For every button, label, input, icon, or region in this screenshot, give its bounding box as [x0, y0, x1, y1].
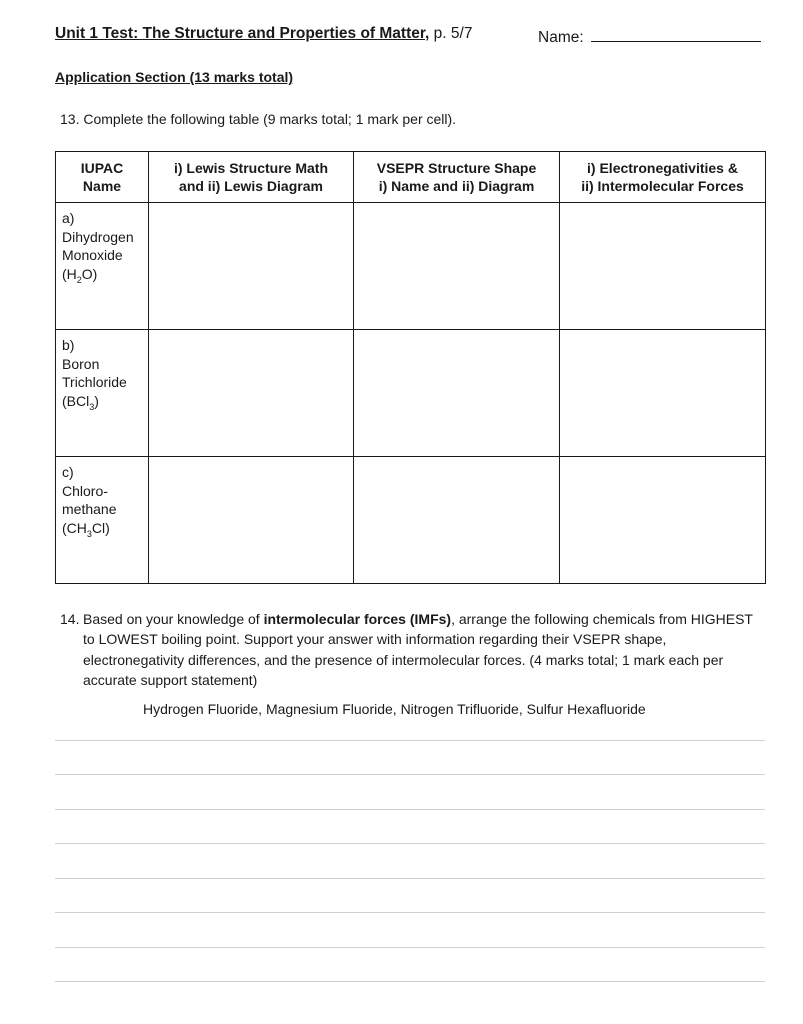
header-line: and ii) Lewis Diagram — [179, 178, 323, 194]
section-heading: Application Section (13 marks total) — [55, 69, 294, 85]
formula-part: O) — [81, 265, 98, 282]
chemical-list: Hydrogen Fluoride, Magnesium Fluoride, Nitrogen Trifluoride, Sulfur Hexafluoride — [143, 701, 646, 717]
header-line: IUPAC — [80, 160, 124, 176]
answer-cell-electronegativity[interactable] — [560, 330, 766, 457]
table-row — [56, 330, 766, 457]
row-name-cell — [56, 330, 149, 457]
question-14-text-part: , arrange the following chemicals from HIGHEST to LOWEST boiling point. Support your answer with information regarding their VSEPR shape, electronegativity differences, and the presence of intermolecular forces. (4 marks total; 1 mark each per accurate support statement) — [83, 611, 753, 688]
answer-cell-electronegativity[interactable] — [560, 203, 766, 330]
row-label: c) — [62, 464, 74, 480]
compound-name-line: Dihydrogen — [62, 228, 134, 245]
question-14-number: 14. — [60, 611, 80, 627]
row-name-cell — [56, 457, 149, 584]
row-label: b) — [62, 337, 75, 353]
formula-part: ) — [94, 392, 99, 409]
formula-subscript: 3 — [89, 401, 95, 412]
name-blank-line[interactable] — [591, 25, 761, 42]
compound-formula — [62, 392, 148, 416]
header-title-wrap — [55, 25, 472, 43]
answer-cell-lewis[interactable] — [149, 330, 354, 457]
header-lewis-structure — [149, 152, 354, 203]
answer-line[interactable] — [55, 912, 765, 913]
answer-cell-vsepr[interactable] — [354, 203, 560, 330]
compound-formula — [62, 265, 148, 289]
answer-line[interactable] — [55, 947, 765, 948]
header-line: ii) Intermolecular Forces — [581, 178, 744, 194]
answer-line[interactable] — [55, 878, 765, 879]
row-name-cell — [56, 203, 149, 330]
answer-cell-vsepr[interactable] — [354, 330, 560, 457]
table-header-row — [56, 152, 766, 203]
compound-formula — [62, 519, 148, 543]
answer-cell-lewis[interactable] — [149, 203, 354, 330]
answer-cell-electronegativity[interactable] — [560, 457, 766, 584]
answer-cell-vsepr[interactable] — [354, 457, 560, 584]
formula-part: Cl) — [91, 519, 110, 536]
header-vsepr-shape — [354, 152, 560, 203]
row-label: a) — [62, 210, 75, 226]
page-number: p. 5/7 — [429, 25, 473, 42]
header-electronegativities — [560, 152, 766, 203]
compound-name-line: Trichloride — [62, 374, 127, 390]
compound-name-line: Boron — [62, 355, 100, 372]
formula-subscript: 2 — [76, 274, 82, 285]
header-iupac-name — [56, 152, 149, 203]
header-line: i) Name and ii) Diagram — [378, 178, 535, 194]
answer-line[interactable] — [55, 843, 765, 844]
answer-line[interactable] — [55, 774, 765, 775]
answer-line[interactable] — [55, 981, 765, 982]
name-field-wrap — [538, 25, 761, 47]
question-14-bold-term: intermolecular forces (IMFs) — [263, 611, 452, 627]
test-title: Unit 1 Test: The Structure and Properties of Matter, — [55, 25, 430, 42]
question-13-prompt: 13. Complete the following table (9 marks total; 1 mark per cell). — [60, 111, 457, 127]
formula-part: (H — [62, 265, 77, 282]
table-row — [56, 457, 766, 584]
formula-part: (BCl — [62, 392, 90, 409]
header-line: VSEPR Structure Shape — [376, 160, 537, 176]
table-row — [56, 203, 766, 330]
formula-part: (CH — [62, 519, 87, 536]
question-14-text-part: Based on your knowledge of — [83, 611, 264, 627]
answer-line[interactable] — [55, 809, 765, 810]
header-line: Name — [82, 178, 122, 194]
answer-line[interactable] — [55, 740, 765, 741]
compound-name-line: Monoxide — [62, 247, 123, 263]
answer-cell-lewis[interactable] — [149, 457, 354, 584]
header-line: i) Electronegativities & — [587, 160, 738, 176]
page-header — [55, 25, 765, 49]
header-line: i) Lewis Structure Math — [173, 160, 329, 176]
compound-name-line: Chloro- — [62, 482, 108, 499]
question-14 — [60, 609, 760, 690]
name-label: Name: — [538, 29, 588, 46]
compound-name-line: methane — [62, 501, 117, 517]
answer-table — [55, 151, 766, 584]
formula-subscript: 3 — [86, 528, 92, 539]
question-14-text — [83, 609, 760, 690]
